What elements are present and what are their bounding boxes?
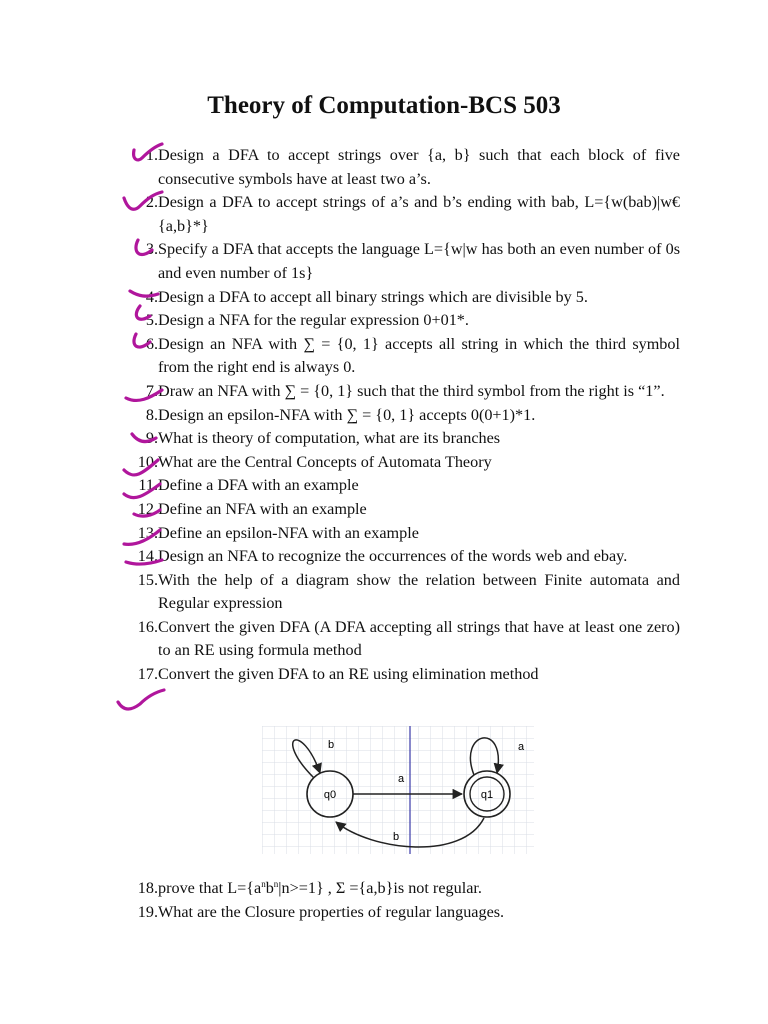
transition-q1-q0-label: b bbox=[393, 831, 400, 843]
item-text-part: |n>=1} , Σ ={a,b}is not regular. bbox=[278, 879, 482, 897]
item-number: 11. bbox=[138, 476, 158, 495]
item-text: Specify a DFA that accepts the language L={w|w has both an even number of 0s and even number of 1s} bbox=[158, 240, 680, 282]
item-text: Define an NFA with an example bbox=[158, 499, 367, 518]
item-number: 17. bbox=[137, 665, 158, 684]
self-loop-q0-label: b bbox=[328, 739, 335, 751]
item-text: Design a DFA to accept all binary strings which are divisible by 5. bbox=[158, 287, 588, 306]
item-text: Draw an NFA with ∑ = {0, 1} such that the third symbol from the right is “1”. bbox=[158, 381, 665, 400]
list-item bbox=[120, 451, 680, 475]
state-q1-label: q1 bbox=[480, 789, 494, 801]
item-number: 12. bbox=[137, 499, 158, 518]
tick-mark bbox=[118, 690, 164, 709]
item-number: 7. bbox=[145, 381, 158, 400]
item-text: Design a DFA to accept strings over {a, b} such that each block of five consecutive symbols have at least two a’s. bbox=[158, 146, 680, 188]
list-item bbox=[120, 616, 680, 663]
list-item bbox=[120, 427, 680, 451]
superscript: n bbox=[273, 879, 279, 889]
item-text: Design an epsilon-NFA with ∑ = {0, 1} accepts 0(0+1)*1. bbox=[158, 405, 536, 424]
item-text: Convert the given DFA to an RE using elimination method bbox=[158, 665, 539, 684]
list-item bbox=[120, 286, 680, 310]
item-number: 16. bbox=[137, 617, 158, 636]
list-item bbox=[120, 144, 680, 191]
item-text: Design an NFA to recognize the occurrences of the words web and ebay. bbox=[158, 547, 628, 566]
list-item bbox=[120, 474, 680, 498]
list-item bbox=[120, 877, 718, 901]
item-text: With the help of a diagram show the relation between Finite automata and Regular expression bbox=[158, 570, 680, 613]
list-item bbox=[120, 238, 680, 285]
state-q0-label: q0 bbox=[323, 789, 337, 801]
item-number: 9. bbox=[145, 429, 158, 448]
item-text: Define an epsilon-NFA with an example bbox=[158, 523, 419, 542]
item-text: Design a DFA to accept strings of a’s and b’s ending with bab, L={w(bab)|w€{a,b}*} bbox=[158, 193, 680, 235]
item-number: 3. bbox=[145, 240, 158, 259]
item-number: 15. bbox=[137, 570, 158, 589]
item-text: Design an NFA with ∑ = {0, 1} accepts all string in which the third symbol from the right end is always 0. bbox=[158, 334, 680, 377]
item-text: What is theory of computation, what are its branches bbox=[158, 429, 501, 448]
item-text: Design a NFA for the regular expression 0+01*. bbox=[158, 311, 469, 330]
item-text-part: prove that L={a bbox=[158, 879, 262, 897]
item-number: 10. bbox=[137, 452, 158, 471]
list-item bbox=[120, 333, 680, 380]
item-text-part: b bbox=[265, 879, 274, 897]
item-text: Convert the given DFA (A DFA accepting all strings that have at least one zero) to an RE using formula method bbox=[158, 617, 680, 660]
list-item bbox=[120, 901, 718, 925]
list-item bbox=[120, 522, 680, 546]
item-number: 6. bbox=[145, 334, 158, 353]
item-text: What are the Central Concepts of Automata Theory bbox=[158, 452, 492, 471]
list-item bbox=[120, 380, 680, 404]
dfa-diagram-svg bbox=[262, 726, 534, 854]
self-loop-q1-label: a bbox=[518, 741, 525, 753]
item-number: 2. bbox=[145, 193, 158, 212]
question-list bbox=[120, 144, 680, 687]
list-item bbox=[120, 404, 680, 428]
item-text: Define a DFA with an example bbox=[158, 476, 359, 495]
item-number: 14. bbox=[137, 547, 158, 566]
item-number: 4. bbox=[145, 287, 158, 306]
item-text: What are the Closure properties of regular languages. bbox=[158, 903, 505, 921]
list-item bbox=[120, 498, 680, 522]
item-number: 5. bbox=[145, 311, 158, 330]
superscript: n bbox=[261, 879, 266, 889]
list-item bbox=[120, 309, 680, 333]
list-item bbox=[120, 663, 680, 687]
item-number: 19. bbox=[137, 903, 158, 921]
transition-q0-q1-label: a bbox=[398, 773, 405, 785]
list-item bbox=[120, 569, 680, 616]
item-number: 8. bbox=[145, 405, 158, 424]
item-number: 18. bbox=[137, 879, 158, 897]
list-item bbox=[120, 191, 680, 238]
page-title: Theory of Computation-BCS 503 bbox=[207, 92, 561, 119]
dfa-diagram bbox=[262, 726, 534, 854]
list-item bbox=[120, 545, 680, 569]
item-number: 1. bbox=[145, 146, 158, 164]
item-text bbox=[158, 877, 718, 901]
item-number: 13. bbox=[137, 523, 158, 542]
